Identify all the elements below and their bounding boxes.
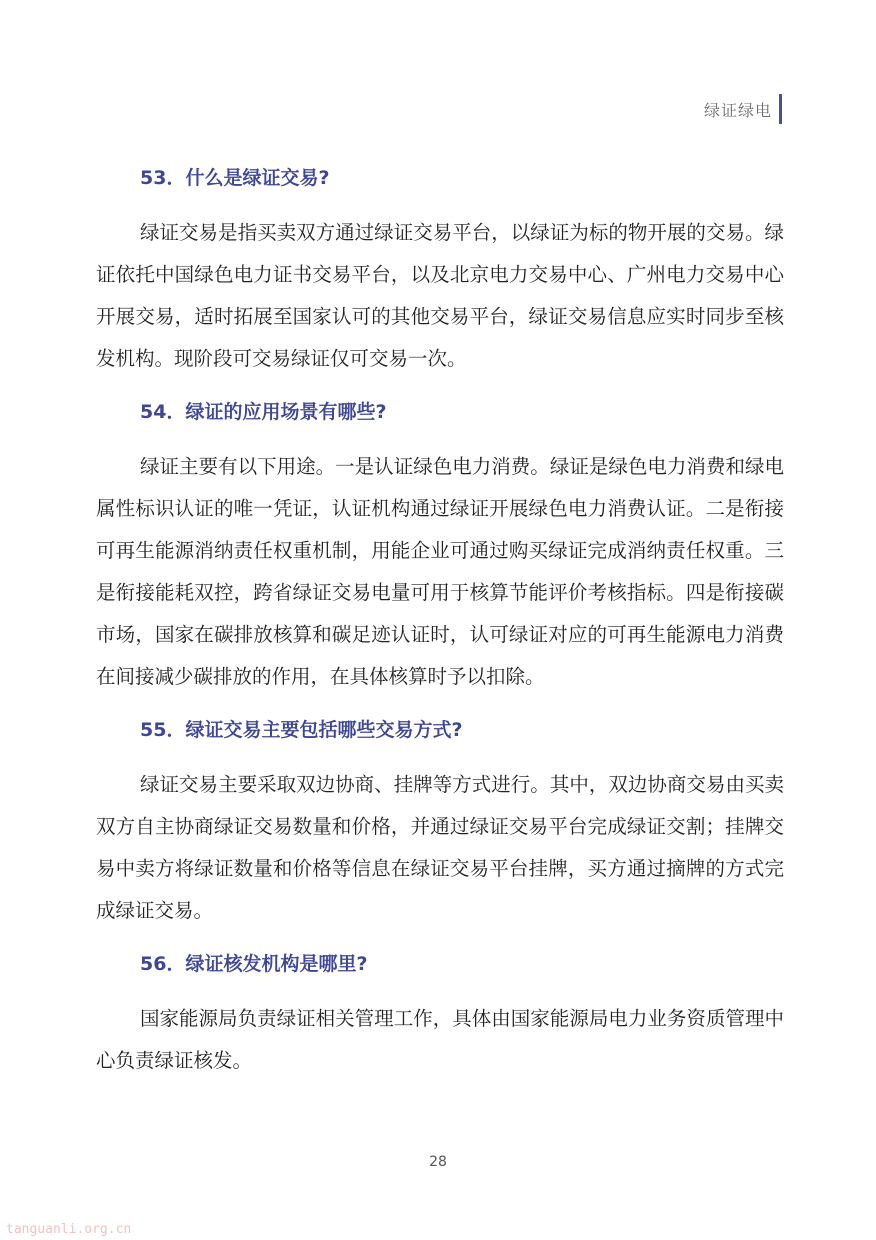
page-number: 28 — [429, 1154, 447, 1170]
qa-section-53 — [96, 162, 784, 380]
answer-paragraph: 绿证交易是指买卖双方通过绿证交易平台，以绿证为标的物开展的交易。绿证依托中国绿色电力证书交易平台，以及北京电力交易中心、广州电力交易中心开展交易，适时拓展至国家认可的其他交易平台，绿证交易信息应实时同步至核发机构。现阶段可交易绿证仅可交易一次。 — [96, 221, 784, 370]
header-accent-bar — [779, 94, 782, 124]
qa-section-55 — [96, 714, 784, 932]
qa-section-54 — [96, 396, 784, 698]
question-title: 56．绿证核发机构是哪里? — [140, 953, 368, 975]
question-title: 55．绿证交易主要包括哪些交易方式? — [140, 719, 463, 741]
header-section-label: 绿证绿电 — [703, 101, 772, 120]
answer-paragraph: 绿证主要有以下用途。一是认证绿色电力消费。绿证是绿色电力消费和绿电属性标识认证的唯一凭证，认证机构通过绿证开展绿色电力消费认证。二是衔接可再生能源消纳责任权重机制，用能企业可通过购买绿证完成消纳责任权重。三是衔接能耗双控，跨省绿证交易电量可用于核算节能评价考核指标。四是衔接碳市场，国家在碳排放核算和碳足迹认证时，认可绿证对应的可再生能源电力消费在间接减少碳排放的作用，在具体核算时予以扣除。 — [96, 455, 784, 688]
answer-paragraph: 绿证交易主要采取双边协商、挂牌等方式进行。其中，双边协商交易由买卖双方自主协商绿证交易数量和价格，并通过绿证交易平台完成绿证交割；挂牌交易中卖方将绿证数量和价格等信息在绿证交易平台挂牌，买方通过摘牌的方式完成绿证交易。 — [96, 773, 784, 922]
watermark: tanguanli.org.cn — [6, 1222, 132, 1237]
question-title: 53．什么是绿证交易? — [140, 167, 330, 189]
page-content — [96, 162, 784, 1098]
qa-section-56 — [96, 948, 784, 1082]
question-title: 54．绿证的应用场景有哪些? — [140, 401, 387, 423]
answer-paragraph: 国家能源局负责绿证相关管理工作，具体由国家能源局电力业务资质管理中心负责绿证核发。 — [96, 1007, 784, 1072]
